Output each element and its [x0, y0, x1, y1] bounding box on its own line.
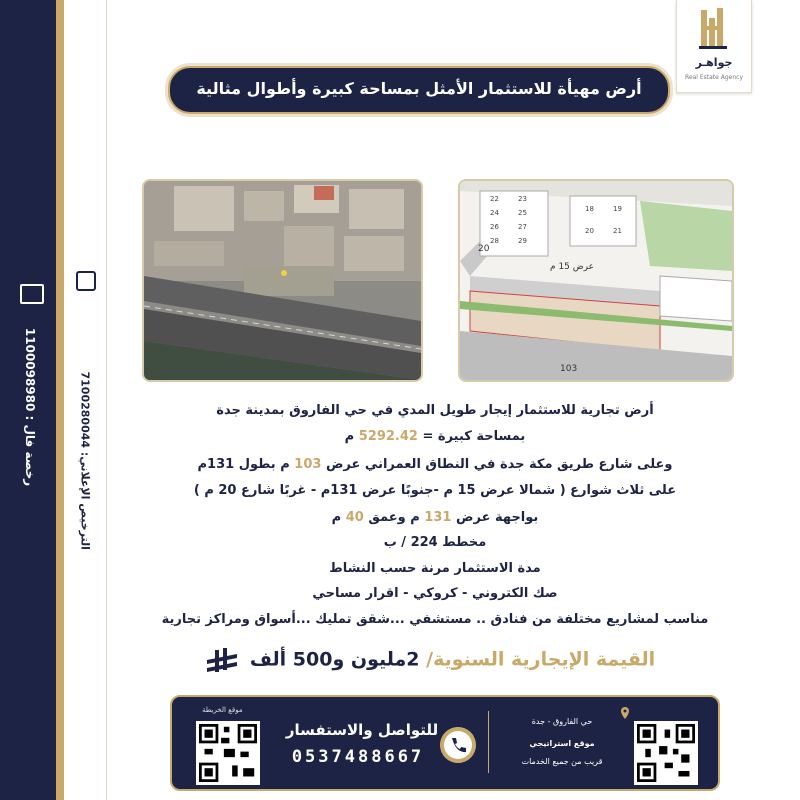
frontage-value: 131 — [424, 510, 452, 525]
left-rail — [0, 0, 56, 800]
phone-number[interactable]: 0537488667 — [291, 747, 425, 767]
plan-block-number: 29 — [518, 237, 527, 245]
desc-line-6: مخطط 224 / ب — [383, 535, 487, 550]
qr-code-left[interactable] — [196, 721, 260, 785]
plan-block-number: 19 — [613, 205, 622, 213]
headline-banner — [168, 66, 670, 114]
license-card-icon — [20, 284, 44, 304]
location-district: حي الفاروق - جدة — [531, 717, 593, 726]
location-strategic: موقع استراتيجي — [529, 739, 595, 748]
gold-rail — [56, 0, 64, 800]
aerial-photo — [142, 179, 423, 382]
depth-unit: م — [331, 510, 346, 525]
plan-block-number: 24 — [490, 209, 499, 217]
desc-line-7: مدة الاستثمار مرنة حسب النشاط — [329, 561, 541, 576]
location-pin-icon — [620, 707, 630, 719]
area-value: 5292.42 — [358, 429, 418, 444]
plan-block-number: 20 — [585, 227, 594, 235]
area-unit: م — [344, 429, 359, 444]
headline-text: أرض مهيأة للاستثمار الأمثل بمساحة كبيرة وأطوال مثالية — [196, 79, 642, 98]
street-text: وعلى شارع طريق مكة جدة في النطاق العمراني عرض — [321, 457, 673, 472]
contact-card — [170, 695, 720, 791]
desc-line-4: على ثلاث شوارع ( شمالا عرض 15 م -جنوبًا عرض 131م - غربًا شارع 20 م ) — [193, 483, 677, 498]
logo-mark-icon — [699, 6, 729, 50]
plan-street-15-label: عرض 15 م — [550, 262, 594, 272]
plan-block-number: 26 — [490, 223, 499, 231]
qr-code-right[interactable] — [634, 721, 698, 785]
location-services: قريب من جميع الخدمات — [521, 757, 603, 766]
plan-block-number: 18 — [585, 205, 594, 213]
street-length: م بطول 131م — [197, 457, 295, 472]
ad-license-icon — [76, 271, 96, 291]
contact-title: للتواصل والاستفسار — [285, 721, 439, 739]
area-label: بمساحة كبيرة = — [417, 429, 526, 444]
desc-line-2 — [130, 429, 740, 444]
street-width: 103 — [294, 457, 322, 472]
plan-block-number: 22 — [490, 195, 499, 203]
depth-label: م وعمق — [363, 510, 425, 525]
desc-line-9: مناسب لمشاريع مختلفة من فنادق .. مستشفي ...شقق تمليك ...أسواق ومراكز تجارية — [161, 612, 709, 627]
aerial-photo-image — [144, 181, 421, 380]
plan-street-103-label: 103 — [560, 364, 578, 374]
desc-line-8: صك الكتروني - كروكي - اقرار مساحي — [312, 586, 558, 601]
card-divider — [488, 711, 489, 773]
rent-value: 2مليون و500 ألف — [249, 648, 427, 671]
annual-rent — [150, 648, 710, 684]
plan-block-number: 23 — [518, 195, 527, 203]
fal-license-text: رخصة فال : 1100098980 — [23, 327, 37, 487]
riyal-symbol-icon — [205, 648, 239, 674]
logo-subtitle: Real Estate Agency — [685, 74, 743, 81]
frontage-label: بواجهة عرض — [451, 510, 539, 525]
map-label: موقع الخريطة — [202, 706, 243, 714]
rent-label: القيمة الإيجارية السنوية/ — [426, 648, 656, 671]
plan-block-number: 27 — [518, 223, 527, 231]
ad-license-text: الترخيص الإعلاني: 7100280044 — [78, 371, 92, 550]
plan-street-20-label: 20 — [478, 244, 490, 254]
depth-value: 40 — [345, 510, 364, 525]
desc-line-1: أرض تجارية للاستثمار إيجار طويل المدي في حي الفاروق بمدينة جدة — [216, 403, 654, 418]
logo-name: جواهـر — [695, 56, 733, 69]
ad-license-rail — [64, 0, 107, 800]
plan-block-number: 21 — [613, 227, 622, 235]
desc-line-3 — [130, 457, 740, 472]
plan-block-number: 28 — [490, 237, 499, 245]
site-plan — [458, 179, 734, 382]
brand-logo — [676, 0, 752, 93]
desc-line-5 — [130, 510, 740, 525]
plan-block-number: 25 — [518, 209, 527, 217]
phone-icon[interactable] — [440, 727, 476, 763]
site-plan-drawing — [460, 181, 732, 380]
